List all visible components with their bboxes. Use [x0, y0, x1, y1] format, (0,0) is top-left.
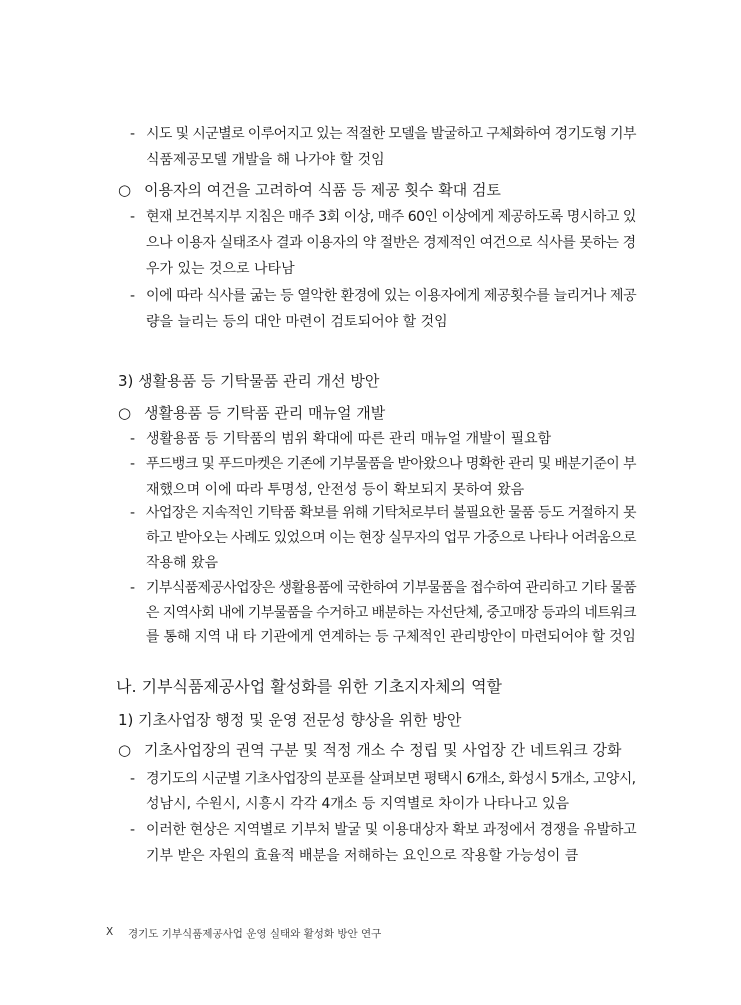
bullet-dash: -	[130, 822, 136, 838]
circle-bullet: ○	[118, 404, 132, 422]
bullet-dash: -	[130, 505, 136, 521]
paragraph-line: 현재 보건복지부 지침은 매주 3회 이상, 매주 60인 이상에게 제공하도록 명시하고 있	[146, 209, 636, 225]
bullet-dash: -	[130, 580, 136, 596]
paragraph-line: 기부식품제공사업장은 생활용품에 국한하여 기부물품을 접수하여 관리하고 기타 물품	[146, 580, 637, 596]
sub-heading: 생활용품 등 기탁품 관리 매뉴얼 개발	[144, 404, 386, 422]
bullet-dash: -	[130, 288, 136, 304]
paragraph-line: 성남시, 수원시, 시흥시 각각 4개소 등 지역별로 차이가 나타나고 있음	[146, 796, 570, 812]
paragraph-line: 사업장은 지속적인 기탁품 확보를 위해 기탁처로부터 불필요한 물품 등도 거절하지 못	[146, 505, 636, 521]
running-footer-title: 경기도 기부식품제공사업 운영 실태와 활성화 방안 연구	[128, 928, 382, 940]
paragraph-line: 시도 및 시군별로 이루어지고 있는 적절한 모델을 발굴하고 구체화하여 경기도형 기부	[146, 126, 636, 142]
bullet-dash: -	[130, 209, 136, 225]
paragraph-line: 우가 있는 것으로 나타남	[146, 261, 295, 277]
bullet-dash: -	[130, 456, 136, 472]
paragraph-line: 량을 늘리는 등의 대안 마련이 검토되어야 할 것임	[146, 314, 448, 330]
paragraph-line: 은 지역사회 내에 기부물품을 수거하고 배분하는 자선단체, 중고매장 등과의 네트워크	[146, 605, 636, 621]
bullet-dash: -	[130, 126, 136, 142]
paragraph-line: 이에 따라 식사를 굶는 등 열악한 환경에 있는 이용자에게 제공횟수를 늘리거나 제공	[146, 288, 637, 304]
paragraph-line: 식품제공모델 개발을 해 나가야 할 것임	[146, 152, 385, 168]
paragraph-line: 하고 받아오는 사례도 있었으며 이는 현장 실무자의 업무 가중으로 나타나 어려움으로	[146, 530, 636, 546]
paragraph-line: 작용해 왔음	[146, 555, 219, 571]
sub-heading: 이용자의 여건을 고려하여 식품 등 제공 횟수 확대 검토	[144, 181, 501, 199]
bullet-dash: -	[130, 431, 136, 447]
paragraph-line: 생활용품 등 기탁품의 범위 확대에 따른 관리 매뉴얼 개발이 필요함	[146, 431, 552, 447]
paragraph-line: 기부 받은 자원의 효율적 배분을 저해하는 요인으로 작용할 가능성이 큼	[146, 848, 579, 864]
paragraph-line: 으나 이용자 실태조사 결과 이용자의 약 절반은 경제적인 여건으로 식사를 못하는 경	[146, 235, 636, 251]
section-heading: 1) 기초사업장 행정 및 운영 전문성 향상을 위한 방안	[118, 711, 462, 729]
circle-bullet: ○	[118, 181, 132, 199]
section-heading: 3) 생활용품 등 기탁물품 관리 개선 방안	[118, 372, 380, 390]
paragraph-line: 재했으며 이에 따라 투명성, 안전성 등이 확보되지 못하여 왔음	[146, 482, 525, 498]
paragraph-line: 푸드뱅크 및 푸드마켓은 기존에 기부물품을 받아왔으나 명확한 관리 및 배분기준이 부	[146, 456, 636, 472]
paragraph-line: 를 통해 지역 내 타 기관에게 연계하는 등 구체적인 관리방안이 마련되어야 할 것임	[146, 629, 636, 645]
bullet-dash: -	[130, 771, 136, 787]
paragraph-line: 이러한 현상은 지역별로 기부처 발굴 및 이용대상자 확보 과정에서 경쟁을 유발하고	[146, 822, 637, 838]
paragraph-line: 경기도의 시군별 기초사업장의 분포를 살펴보면 평택시 6개소, 화성시 5개소, 고양시,	[146, 771, 636, 787]
page-number: X	[106, 926, 114, 938]
sub-heading: 기초사업장의 권역 구분 및 적정 개소 수 정립 및 사업장 간 네트워크 강화	[144, 741, 622, 759]
circle-bullet: ○	[118, 741, 132, 759]
major-heading: 나. 기부식품제공사업 활성화를 위한 기초지자체의 역할	[116, 677, 503, 696]
